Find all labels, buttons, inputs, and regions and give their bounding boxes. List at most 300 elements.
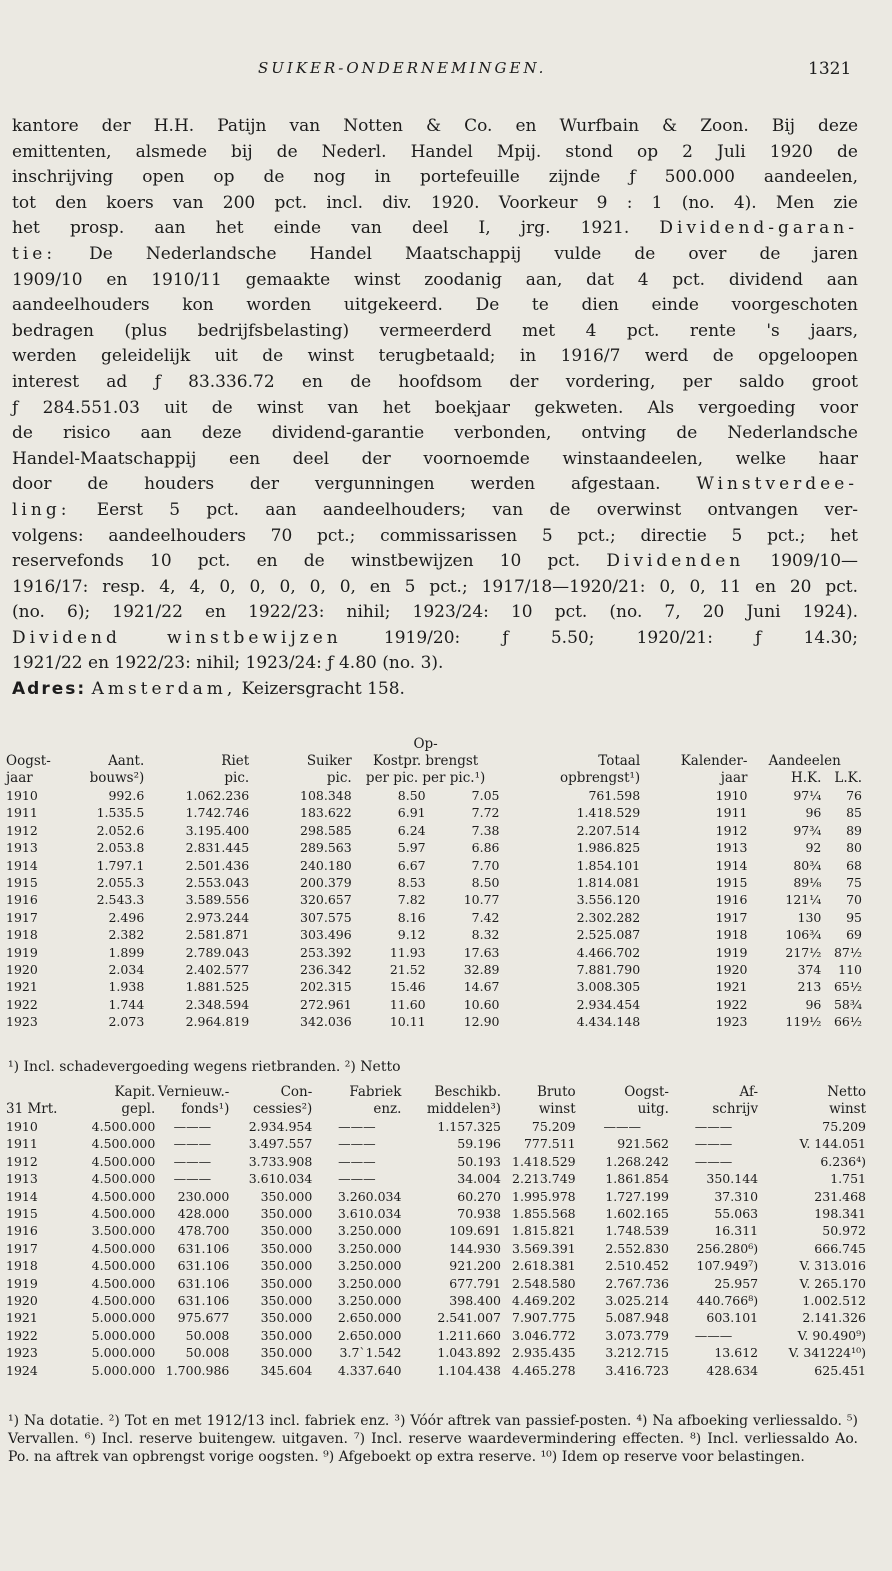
column-header: middelen³) — [426, 1101, 501, 1117]
table-cell: 1.211.660 — [437, 1327, 501, 1343]
table-cell: 13.612 — [714, 1345, 759, 1361]
table-cell: 7.42 — [471, 909, 500, 925]
table-cell: 2.552.830 — [605, 1240, 669, 1256]
table-cell: 1918 — [715, 927, 748, 943]
table-cell: 236.342 — [300, 962, 352, 978]
table-cell: 1.861.854 — [605, 1171, 669, 1187]
table-cell: 108.348 — [300, 788, 352, 803]
table-cell: 2.618.381 — [512, 1258, 576, 1274]
table-cell: 3.046.772 — [512, 1327, 576, 1343]
table-cell: 631.106 — [177, 1275, 230, 1291]
table-cell: 1.748.539 — [605, 1223, 669, 1239]
column-header — [68, 736, 144, 753]
table-cell: 68 — [846, 857, 862, 873]
table-row — [6, 822, 862, 839]
table-cell: 7.72 — [471, 805, 500, 821]
table-cell: 2.964.819 — [185, 1014, 250, 1030]
table-cell: 1.002.512 — [802, 1293, 866, 1309]
table-header-row — [6, 1084, 866, 1101]
table-cell: 3.260.034 — [337, 1188, 402, 1204]
column-header: Oogst- — [624, 1084, 669, 1100]
text-line — [12, 242, 858, 268]
table-cell: 21.52 — [389, 962, 426, 978]
table-cell: 2.553.043 — [185, 875, 250, 891]
table-cell: 603.101 — [706, 1310, 759, 1326]
table-cell: 97¼ — [793, 788, 822, 803]
table-cell: 2.543.3 — [96, 892, 145, 908]
page-header — [0, 55, 892, 85]
table-cell: 1920 — [715, 962, 748, 978]
table-cell: 1.995.978 — [512, 1188, 576, 1204]
text-segment: De Nederlandsche Handel Maatschappij vulde de over de jaren — [56, 243, 858, 264]
table-cell: 1915 — [6, 1206, 38, 1222]
table-cell: 10.77 — [463, 892, 500, 908]
table-cell: 1918 — [6, 1258, 38, 1274]
column-header: Totaal — [598, 753, 641, 769]
table-cell: 65½ — [833, 979, 862, 995]
table-cell: 1912 — [715, 822, 748, 838]
text-line — [12, 626, 858, 652]
column-header: Op- — [413, 736, 438, 752]
table-cell: 1.535.5 — [96, 805, 145, 821]
text-line — [12, 447, 858, 473]
column-header: bouws²) — [89, 770, 145, 786]
table-cell: 2.650.000 — [337, 1310, 402, 1326]
table-cell: 4.500.000 — [91, 1275, 156, 1291]
text-line — [12, 524, 858, 550]
table-cell: 1.418.529 — [576, 805, 641, 821]
column-header: Oogst- — [6, 753, 51, 769]
table-cell: 2.382 — [108, 927, 145, 943]
column-header — [747, 736, 821, 753]
table-cell: 4.500.000 — [91, 1293, 156, 1309]
table-cell: 7.70 — [471, 857, 500, 873]
table-cell: 350.000 — [260, 1206, 313, 1222]
table-cell: 1919 — [6, 1275, 38, 1291]
spaced-heading: Winstverdee- — [696, 474, 858, 495]
table-cell: 15.46 — [389, 979, 426, 995]
text-segment: Eerst 5 pct. aan aandeelhouders; van de overwinst ontvangen ver- — [70, 499, 858, 520]
text-segment: inschrijving open op de nog in portefeuille zijnde ƒ 500.000 aandeelen, — [12, 167, 858, 188]
table-cell: 1922 — [6, 996, 38, 1012]
table-cell: 7.05 — [471, 788, 500, 803]
table-cell: 1917 — [715, 909, 748, 925]
table-cell: 8.32 — [471, 927, 500, 943]
column-header — [500, 736, 641, 753]
table-cell: 2.055.3 — [96, 875, 145, 891]
table-cell: 1910 — [715, 788, 748, 803]
table-cell: 1.854.101 — [576, 857, 641, 873]
column-header: Af- — [739, 1084, 759, 1100]
table-cell: 1924 — [6, 1362, 38, 1378]
table-cell: 11.60 — [389, 996, 426, 1012]
table-cell: 2.402.577 — [185, 962, 250, 978]
table-cell: ——— — [173, 1171, 212, 1187]
table-cell: 9.12 — [397, 927, 426, 943]
table-cell: 631.106 — [177, 1258, 230, 1274]
table-cell: 1912 — [6, 822, 38, 838]
table-cell: 58¾ — [833, 996, 862, 1012]
table-row — [6, 1327, 866, 1344]
table-cell: 2.767.736 — [605, 1275, 669, 1291]
column-header: Aant. — [108, 753, 145, 769]
table-cell: 3.500.000 — [91, 1223, 156, 1239]
table-cell: V. 90.490⁹) — [797, 1327, 866, 1343]
table-cell: 97¾ — [793, 822, 822, 838]
table-cell: 1.986.825 — [576, 840, 641, 856]
table-cell: 4.465.278 — [512, 1362, 576, 1378]
running-title: SUIKER-ONDERNEMINGEN. — [258, 59, 547, 77]
column-header: gepl. — [121, 1101, 156, 1117]
table-row — [6, 996, 862, 1013]
table-row — [6, 1153, 866, 1170]
table-cell: 1910 — [6, 1119, 38, 1134]
table-cell: 2.831.445 — [185, 840, 250, 856]
table-cell: 3.556.120 — [576, 892, 641, 908]
table-cell: 50.972 — [822, 1223, 866, 1239]
column-header: opbrengst¹) — [559, 770, 641, 786]
table-cell: 2.496 — [108, 909, 145, 925]
column-header: Fabriek — [349, 1084, 402, 1100]
table-cell: 398.400 — [449, 1293, 501, 1309]
table-cell: 374 — [797, 962, 822, 978]
table-cell: 1.043.892 — [437, 1345, 501, 1361]
table-cell: ——— — [338, 1171, 376, 1187]
table-cell: 298.585 — [300, 822, 352, 838]
table-cell: 60.270 — [457, 1188, 501, 1204]
table-cell: 130 — [797, 909, 822, 925]
table-cell: 80¾ — [793, 857, 822, 873]
text-segment: reservefonds 10 pct. en de winstbewijzen 10 pct. — [12, 551, 607, 572]
table-cell: 303.496 — [300, 927, 352, 943]
column-header — [821, 736, 862, 753]
table-row — [6, 1309, 866, 1326]
table-cell: 3.212.715 — [605, 1345, 669, 1361]
table-cell: 34.004 — [457, 1171, 501, 1187]
table-cell: 6.24 — [397, 822, 426, 838]
table-cell: 70.938 — [457, 1206, 501, 1222]
text-line — [12, 677, 858, 703]
table-cell: 10.11 — [389, 1014, 426, 1030]
column-header — [6, 736, 68, 753]
table-cell: 230.000 — [177, 1188, 230, 1204]
text-segment: emittenten, alsmede bij de Nederl. Handel Mpij. stond op 2 Juli 1920 de — [12, 141, 858, 162]
table-cell: 32.89 — [463, 962, 500, 978]
table-cell: 231.468 — [814, 1188, 866, 1204]
table-cell: 1.881.525 — [185, 979, 250, 995]
table-cell: 3.610.034 — [248, 1171, 313, 1187]
column-header: uitg. — [637, 1101, 669, 1117]
table-cell: 8.50 — [397, 788, 426, 803]
text-line — [12, 421, 858, 447]
table-cell: 666.745 — [814, 1240, 866, 1256]
text-segment: 1916/17: resp. 4, 4, 0, 0, 0, 0, 0, en 5 pct.; 1917/18—1920/21: 0, 0, 11 en 20 pct. — [12, 576, 858, 597]
table-header-row — [6, 1101, 866, 1118]
table-cell: V. 144.051 — [799, 1136, 866, 1152]
table-cell: ——— — [694, 1119, 733, 1134]
text-line — [12, 370, 858, 396]
table-cell: 87½ — [833, 944, 862, 960]
text-segment: aandeelhouders kon worden uitgekeerd. De te dien einde voorgeschoten — [12, 295, 858, 316]
table-row — [6, 891, 862, 908]
table-cell: 677.791 — [449, 1275, 501, 1291]
table-cell: ——— — [338, 1136, 376, 1152]
table-cell: 345.604 — [260, 1362, 313, 1378]
table-row — [6, 961, 862, 978]
table-cell: ——— — [173, 1153, 212, 1169]
table-row — [6, 804, 862, 821]
table-row — [6, 874, 862, 891]
spaced-heading: Dividend winstbewijzen — [12, 627, 342, 648]
spaced-heading: Dividenden — [606, 551, 745, 572]
text-line — [12, 651, 858, 677]
table-cell: 777.511 — [523, 1136, 576, 1152]
table-row — [6, 1135, 866, 1152]
text-segment: volgens: aandeelhouders 70 pct.; commissarissen 5 pct.; directie 5 pct.; het — [12, 525, 858, 546]
table-cell: 2.510.452 — [605, 1258, 669, 1274]
table-cell: 5.087.948 — [605, 1310, 669, 1326]
table-row — [6, 978, 862, 995]
table-cell: 85 — [846, 805, 862, 821]
table-cell: 253.392 — [300, 944, 352, 960]
column-header: Con- — [280, 1084, 313, 1100]
table-cell: 1923 — [6, 1014, 38, 1030]
column-header: enz. — [373, 1101, 402, 1117]
column-header: Suiker — [306, 753, 352, 769]
table-cell: 1916 — [6, 1223, 38, 1239]
table-cell: 89⅛ — [793, 875, 822, 891]
table-row — [6, 1344, 866, 1361]
text-line — [12, 114, 858, 140]
table-cell: 3.589.556 — [185, 892, 250, 908]
text-segment: 1909/10— — [744, 551, 859, 572]
table-cell: 350.000 — [260, 1345, 313, 1361]
table-cell: 4.466.702 — [576, 944, 641, 960]
table-cell: 1.062.236 — [185, 788, 250, 803]
table-cell: 4.500.000 — [91, 1171, 156, 1187]
table-cell: 6.86 — [471, 840, 500, 856]
table-cell: 440.766⁸) — [696, 1293, 759, 1309]
text-line — [12, 600, 858, 626]
table-cell: ——— — [338, 1119, 376, 1134]
table-row — [6, 909, 862, 926]
table-cell: 3.733.908 — [248, 1153, 313, 1169]
table-cell: V. 265.170 — [799, 1275, 866, 1291]
column-header: per pic. per pic.¹) — [365, 770, 486, 786]
table-row — [6, 944, 862, 961]
table-cell: 350.000 — [260, 1275, 313, 1291]
table-cell: 3.250.000 — [337, 1240, 402, 1256]
text-segment: bedragen (plus bedrijfsbelasting) vermeerderd met 4 pct. rente 's jaars, — [12, 320, 858, 341]
table-row — [6, 1240, 866, 1257]
table-cell: 2.973.244 — [185, 909, 250, 925]
table-cell: 75 — [846, 875, 862, 891]
text-line — [12, 191, 858, 217]
table-row — [6, 839, 862, 856]
table-cell: 12.90 — [463, 1014, 500, 1030]
table-cell: 1914 — [715, 857, 748, 873]
column-header: pic. — [224, 770, 250, 786]
balance-table-footnotes: ¹) Na dotatie. ²) Tot en met 1912/13 incl. fabriek enz. ³) Vóór aftrek van passief-posten. ⁴) Na afboeking verliessaldo. ⁵) Vervallen. ⁶) Incl. reserve buitengew. uitgaven. ⁷) Incl. reserve waardevermindering effecten. ⁸) Incl. verliessaldo Ao. Po. na aftrek van opbrengst vorige oogsten. ⁹) Afgeboekt op extra reserve. ¹⁰) Idem op reserve voor belastingen. — [8, 1413, 858, 1465]
table-cell: 119½ — [785, 1014, 822, 1030]
table-cell: 1913 — [715, 840, 748, 856]
table-cell: 96 — [805, 996, 822, 1012]
table-cell: 25.957 — [714, 1275, 759, 1291]
table-cell: 3.250.000 — [337, 1258, 402, 1274]
text-line — [12, 396, 858, 422]
table-cell: 213 — [797, 979, 822, 995]
table-cell: 1913 — [6, 840, 38, 856]
table-cell: 2.207.514 — [576, 822, 641, 838]
table-cell: 5.97 — [397, 840, 426, 856]
table-cell: ——— — [338, 1153, 376, 1169]
table-cell: 4.434.148 — [576, 1014, 641, 1030]
table-cell: 2.501.436 — [185, 857, 250, 873]
table-cell: 1.700.986 — [165, 1362, 230, 1378]
table-cell: 1.268.242 — [605, 1153, 669, 1169]
text-segment: de risico aan deze dividend-garantie verbonden, ontving de Nederlandsche — [12, 423, 858, 444]
table-cell: 8.53 — [397, 875, 426, 891]
table-cell: 1913 — [6, 1171, 38, 1187]
table-cell: 350.000 — [260, 1240, 313, 1256]
table-cell: 59.196 — [457, 1136, 501, 1152]
table-cell: 240.180 — [300, 857, 352, 873]
table-cell: 1.602.165 — [605, 1206, 669, 1222]
table-cell: 7.907.775 — [512, 1310, 576, 1326]
table-cell: 96 — [805, 805, 822, 821]
text-segment: 1921/22 en 1922/23: nihil; 1923/24: ƒ 4.80 (no. 3). — [12, 653, 444, 674]
table-cell: 1918 — [6, 927, 38, 943]
table-cell: 50.008 — [185, 1327, 230, 1343]
table-cell: 10.60 — [463, 996, 500, 1012]
table-cell: 8.50 — [471, 875, 500, 891]
table-cell: 110 — [838, 962, 862, 978]
table-cell: 1.899 — [108, 944, 145, 960]
spaced-heading: ling: — [12, 499, 71, 520]
table-cell: 2.789.043 — [185, 944, 250, 960]
table-cell: 1912 — [6, 1153, 38, 1169]
table-cell: 75.209 — [531, 1119, 576, 1134]
table-cell: 69 — [846, 927, 862, 943]
table-cell: 1921 — [6, 1310, 38, 1326]
table-cell: 1.751 — [830, 1171, 866, 1187]
table-cell: 6.236⁴) — [820, 1153, 866, 1169]
table-cell: 3.7`1.542 — [339, 1345, 402, 1361]
table-row — [6, 1292, 866, 1309]
text-segment: kantore der H.H. Patijn van Notten & Co. en Wurfbain & Zoon. Bij deze — [12, 116, 858, 136]
table-cell: 3.610.034 — [337, 1206, 402, 1222]
table-cell: 89 — [846, 822, 862, 838]
table-cell: 109.691 — [449, 1223, 501, 1239]
column-header: Kalender- — [680, 753, 748, 769]
text-line — [12, 293, 858, 319]
table-cell: 1923 — [6, 1345, 38, 1361]
column-header: winst — [538, 1101, 576, 1117]
body-text — [12, 114, 858, 703]
table-cell: 17.63 — [463, 944, 500, 960]
table-cell: 80 — [846, 840, 862, 856]
table-cell: 2.934.954 — [248, 1119, 313, 1134]
table-cell: 55.063 — [714, 1206, 759, 1222]
table-cell: 1917 — [6, 1240, 38, 1256]
table-cell: 3.250.000 — [337, 1223, 402, 1239]
page-number: 1321 — [808, 59, 852, 79]
column-header: pic. — [326, 770, 352, 786]
table-cell: 2.650.000 — [337, 1327, 402, 1343]
spaced-heading: tie: — [12, 243, 57, 264]
table-cell: 3.569.391 — [512, 1240, 576, 1256]
table-cell: 921.200 — [449, 1258, 501, 1274]
table-cell: 992.6 — [108, 788, 145, 803]
table-cell: 2.052.6 — [96, 822, 145, 838]
spaced-heading: Dividend-garan- — [659, 218, 858, 239]
table-cell: V. 313.016 — [799, 1258, 866, 1274]
table-cell: 1919 — [715, 944, 748, 960]
table-row — [6, 926, 862, 943]
table-cell: 4.500.000 — [91, 1119, 156, 1134]
table-cell: 121¼ — [785, 892, 822, 908]
table-cell: ——— — [173, 1136, 212, 1152]
table-cell: 1923 — [715, 1014, 748, 1030]
table-cell: 1920 — [6, 1293, 38, 1309]
table-cell: 8.16 — [397, 909, 426, 925]
table-header-row — [6, 770, 862, 787]
table-cell: 1.815.821 — [512, 1223, 576, 1239]
table-cell: 272.961 — [300, 996, 352, 1012]
table-cell: 1.855.568 — [512, 1206, 576, 1222]
table-cell: 4.500.000 — [91, 1153, 156, 1169]
table-cell: 350.000 — [260, 1310, 313, 1326]
table-cell: ——— — [603, 1119, 642, 1134]
text-line — [12, 165, 858, 191]
table-cell: 631.106 — [177, 1240, 230, 1256]
spaced-heading: Amsterdam, — [91, 679, 237, 700]
column-header: Riet — [221, 753, 250, 769]
table-cell: 1.938 — [108, 979, 145, 995]
table-cell: 1922 — [715, 996, 748, 1012]
table-row — [6, 1188, 866, 1205]
table-cell: 428.634 — [706, 1362, 759, 1378]
table-cell: 1921 — [715, 979, 748, 995]
table-cell: 198.341 — [814, 1206, 866, 1222]
table-row — [6, 1205, 866, 1222]
column-header — [144, 736, 249, 753]
table-cell: 2.934.454 — [576, 996, 641, 1012]
table-cell: 1.797.1 — [96, 857, 145, 873]
text-line — [12, 549, 858, 575]
table-cell: 307.575 — [300, 909, 352, 925]
table-row — [6, 787, 862, 804]
column-header: fonds¹) — [181, 1101, 230, 1117]
table-cell: 1911 — [6, 1136, 38, 1152]
table-cell: ——— — [694, 1136, 733, 1152]
table-cell: 1920 — [6, 962, 38, 978]
table-cell: 256.280⁶) — [696, 1240, 759, 1256]
table-cell: 4.500.000 — [91, 1206, 156, 1222]
column-header: Bruto — [537, 1084, 576, 1100]
column-header — [249, 736, 352, 753]
text-line — [12, 268, 858, 294]
text-line — [12, 344, 858, 370]
table-cell: 1916 — [6, 892, 38, 908]
text-segment: Keizersgracht 158. — [236, 679, 405, 700]
text-segment: Handel-Maatschappij een deel der voornoemde winstaandeelen, welke haar — [12, 448, 858, 469]
table-cell: 2.548.580 — [512, 1275, 576, 1291]
table-cell: 1915 — [715, 875, 748, 891]
text-line — [12, 498, 858, 524]
table-header-row — [6, 736, 862, 753]
column-header: winst — [829, 1101, 866, 1117]
